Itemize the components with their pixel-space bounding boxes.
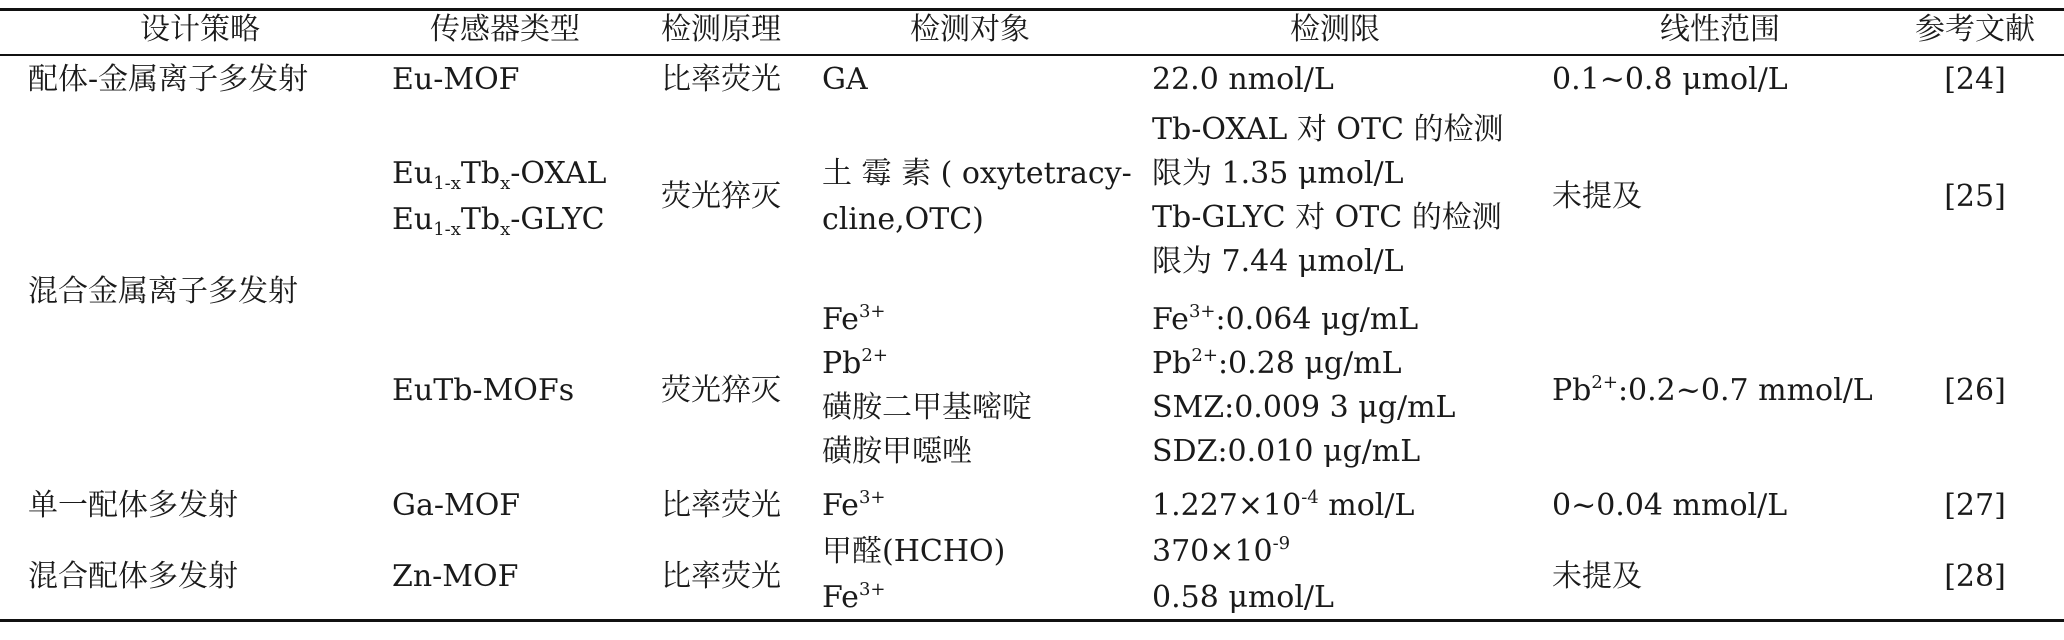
target-3 <box>822 298 1032 474</box>
principle-2: 荧光猝灭 <box>661 179 781 214</box>
range-3 <box>1552 369 1873 413</box>
target-pb2-sup: 2+ <box>861 345 888 366</box>
range-3-val: :0.2~0.7 mmol/L <box>1617 373 1873 408</box>
bottom-rule <box>0 619 2064 622</box>
lod-2 <box>1152 108 1503 284</box>
lod-4-base: 1.227×10 <box>1152 488 1302 523</box>
header-principle: 检测原理 <box>661 12 781 47</box>
sensor-2a-tb: Tb <box>460 156 501 191</box>
target-4-base: Fe <box>822 488 859 523</box>
lod-3 <box>1152 298 1455 474</box>
lod-fe3 <box>1152 298 1455 342</box>
header-range: 线性范围 <box>1660 12 1780 47</box>
lod-2-line4: 限为 7.44 μmol/L <box>1152 244 1404 279</box>
lod-5a <box>1152 530 1290 574</box>
sensor-1: Eu-MOF <box>392 62 520 97</box>
sensor-2b-suffix: -GLYC <box>510 202 605 237</box>
target-2b: cline,OTC) <box>822 202 984 237</box>
header-rule <box>0 54 2064 56</box>
target-pb2-base: Pb <box>822 346 862 381</box>
lod-pb2-base: Pb <box>1152 346 1192 381</box>
lod-4 <box>1152 484 1414 528</box>
sensor-3: EuTb-MOFs <box>392 373 575 408</box>
target-sdz: 磺胺甲噁唑 <box>822 434 972 469</box>
range-5: 未提及 <box>1552 559 1642 594</box>
sensor-4: Ga-MOF <box>392 488 521 523</box>
header-target: 检测对象 <box>910 12 1030 47</box>
sensor-2b-base: Eu <box>392 202 434 237</box>
target-2a: 土 霉 素 ( oxytetracy- <box>822 156 1132 191</box>
sensor-2b-sub: 1-x <box>433 219 461 240</box>
principle-5: 比率荧光 <box>661 559 781 594</box>
lod-pb2-val: :0.28 μg/mL <box>1217 346 1402 381</box>
target-fe3-base: Fe <box>822 302 859 337</box>
target-fe3-sup: 3+ <box>858 301 886 322</box>
target-fe3 <box>822 298 1032 342</box>
lod-1: 22.0 nmol/L <box>1152 62 1334 97</box>
lod-sdz: SDZ:0.010 μg/mL <box>1152 434 1421 469</box>
reference-3: [26] <box>1944 373 2006 408</box>
lod-fe3-val: :0.064 μg/mL <box>1215 302 1419 337</box>
range-1: 0.1~0.8 μmol/L <box>1552 62 1788 97</box>
target-5b-sup: 3+ <box>858 579 886 600</box>
lod-5a-base: 370×10 <box>1152 534 1273 569</box>
range-2: 未提及 <box>1552 179 1642 214</box>
range-3-sup: 2+ <box>1591 372 1618 393</box>
target-5b <box>822 576 885 620</box>
lod-4-unit: mol/L <box>1318 488 1415 523</box>
sensor-2b <box>392 198 605 242</box>
sensor-5: Zn-MOF <box>392 559 519 594</box>
sensor-2a-suffix: -OXAL <box>510 156 607 191</box>
lod-2-line3: Tb-GLYC 对 OTC 的检测 <box>1152 200 1502 235</box>
principle-4: 比率荧光 <box>661 488 781 523</box>
lod-4-sup: -4 <box>1301 487 1319 508</box>
target-1: GA <box>822 62 868 97</box>
strategy-3: 单一配体多发射 <box>28 488 238 523</box>
strategy-4: 混合配体多发射 <box>28 559 238 594</box>
header-sensor: 传感器类型 <box>430 12 580 47</box>
sensor-2a-sub2: x <box>500 173 511 194</box>
reference-4: [27] <box>1944 488 2006 523</box>
header-reference: 参考文献 <box>1915 12 2035 47</box>
sensor-2a-sub: 1-x <box>433 173 461 194</box>
sensor-2b-tb: Tb <box>460 202 501 237</box>
lod-pb2-sup: 2+ <box>1191 345 1218 366</box>
sensor-2b-sub2: x <box>500 219 511 240</box>
lod-5b: 0.58 μmol/L <box>1152 580 1334 615</box>
principle-3: 荧光猝灭 <box>661 373 781 408</box>
target-4 <box>822 484 885 528</box>
strategy-2: 混合金属离子多发射 <box>28 274 298 309</box>
range-4: 0~0.04 mmol/L <box>1552 488 1788 523</box>
lod-2-line1: Tb-OXAL 对 OTC 的检测 <box>1152 112 1504 147</box>
range-3-base: Pb <box>1552 373 1592 408</box>
lod-fe3-base: Fe <box>1152 302 1189 337</box>
principle-1: 比率荧光 <box>661 62 781 97</box>
header-lod: 检测限 <box>1290 12 1380 47</box>
strategy-1: 配体-金属离子多发射 <box>28 62 309 97</box>
target-smz: 磺胺二甲基嘧啶 <box>822 390 1032 425</box>
lod-2-line2: 限为 1.35 μmol/L <box>1152 156 1404 191</box>
reference-2: [25] <box>1944 179 2006 214</box>
reference-1: [24] <box>1944 62 2006 97</box>
reference-5: [28] <box>1944 559 2006 594</box>
lod-5a-sup: -9 <box>1272 533 1291 554</box>
lod-fe3-sup: 3+ <box>1188 301 1216 322</box>
lod-smz: SMZ:0.009 3 μg/mL <box>1152 390 1456 425</box>
target-5a: 甲醛(HCHO) <box>822 534 1006 569</box>
sensor-2a-base: Eu <box>392 156 434 191</box>
header-strategy: 设计策略 <box>140 12 260 47</box>
sensor-2a <box>392 152 606 196</box>
target-5b-base: Fe <box>822 580 859 615</box>
target-4-sup: 3+ <box>858 487 886 508</box>
target-pb2 <box>822 342 1032 386</box>
lod-pb2 <box>1152 342 1455 386</box>
